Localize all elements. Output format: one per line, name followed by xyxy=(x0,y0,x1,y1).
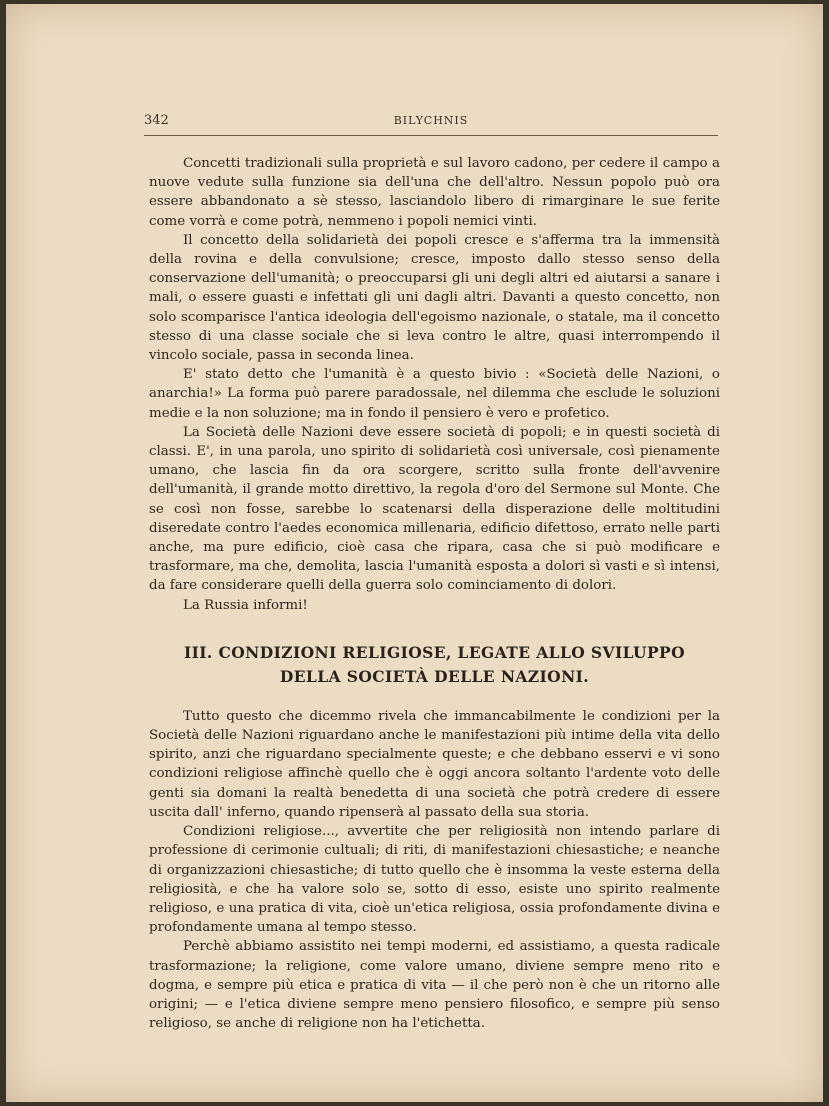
paragraph: La Società delle Nazioni deve essere società di popoli; e in questi società di classi. E', in una parola, uno spirito di solidarietà così universale, così pienamente umano, che lascia fin da ora scorgere, scritto sulla fronte dell'avvenire dell'umanità, il grande motto direttivo, la regola d'oro del Sermone sul Monte. Che se così non fosse, sarebbe lo scatenarsi della disperazione delle moltitudini diseredate contro l'aedes economica millenaria, edificio difettoso, errato nelle parti anche, ma pure edificio, cioè casa che ripara, casa che si può modificare e trasformare, ma che, demolita, lascia l'umanità esposta a dolori sì vasti e sì intensi, da fare considerare quelli della guerra solo cominciamento di dolori. xyxy=(149,424,720,594)
paragraph: La Russia informi! xyxy=(183,597,308,613)
book-page xyxy=(6,4,823,1102)
page-number: 342 xyxy=(144,113,169,128)
paragraph: E' stato detto che l'umanità è a questo bivio : «Società delle Nazioni, o anarchia!» La forma può parere paradossale, nel dilemma che esclude le soluzioni medie e la non soluzione; ma in fondo il pensiero è vero e profetico. xyxy=(149,367,720,421)
section-heading xyxy=(149,641,720,689)
paragraph: Condizioni religiose..., avvertite che per religiosità non intendo parlare di professione di cerimonie cultuali; di riti, di manifestazioni chiesastiche; e neanche di organizzazioni chiesastiche; di tutto quello che è insomma la veste esterna della religiosità, e che ha valore solo se, sotto di esso, esiste uno spirito realmente religioso, e una pratica di vita, cioè un'etica religiosa, ossia profondamente divina e profondamente umana al tempo stesso. xyxy=(149,824,720,936)
running-head: BILYCHNIS xyxy=(393,114,469,127)
paragraph: Perchè abbiamo assistito nei tempi moderni, ed assistiamo, a questa radicale trasformazione; la religione, come valore umano, diviene sempre meno rito e dogma, e sempre più etica e pratica di vita — il che però non è che un ritorno alle origini; — e l'etica diviene sempre meno pensiero filosofico, e sempre più senso religioso, se anche di religione non ha l'etichetta. xyxy=(149,939,720,1032)
header-rule xyxy=(144,135,718,136)
body-text xyxy=(149,154,720,1033)
paragraph: Tutto questo che dicemmo rivela che immancabilmente le condizioni per la Società delle Nazioni riguardano anche le manifestazioni più intime della vita dello spirito, anzi che riguardano specialmente queste; e che debbano esservi e vi sono condizioni religiose affinchè quello che è oggi ancora soltanto l'ardente voto delle genti sia domani la realtà benedetta di una società che potrà credere di essere uscita dall' inferno, quando ripenserà al passato della sua storia. xyxy=(149,708,720,820)
section-heading-line-1: III. CONDIZIONI RELIGIOSE, LEGATE ALLO SVILUPPO xyxy=(183,642,685,662)
paragraph: Concetti tradizionali sulla proprietà e sul lavoro cadono, per cedere il campo a nuove vedute sulla funzione sia dell'una che dell'altro. Nessun popolo può ora essere abbandonato a sè stesso, lasciandolo libero di rimarginare le sue ferite come vorrà e come potrà, nemmeno i popoli nemici vinti. xyxy=(149,156,720,229)
paragraph: Il concetto della solidarietà dei popoli cresce e s'afferma tra la immensità della rovina e della convulsione; cresce, imposto dallo stesso senso della conservazione dell'umanità; o preoccuparsi gli uni degli altri ed aiutarsi a sanare i mali, o essere guasti e infettati gli uni dagli altri. Davanti a questo concetto, non solo scomparisce l'antica ideologia dell'egoismo nazionale, o statale, ma il concetto stesso di una classe sociale che si leva contro le altre, quasi interrompendo il vincolo sociale, passa in seconda linea. xyxy=(149,232,720,364)
page-header xyxy=(144,113,718,135)
section-heading-line-2: DELLA SOCIETÀ DELLE NAZIONI. xyxy=(279,666,590,686)
